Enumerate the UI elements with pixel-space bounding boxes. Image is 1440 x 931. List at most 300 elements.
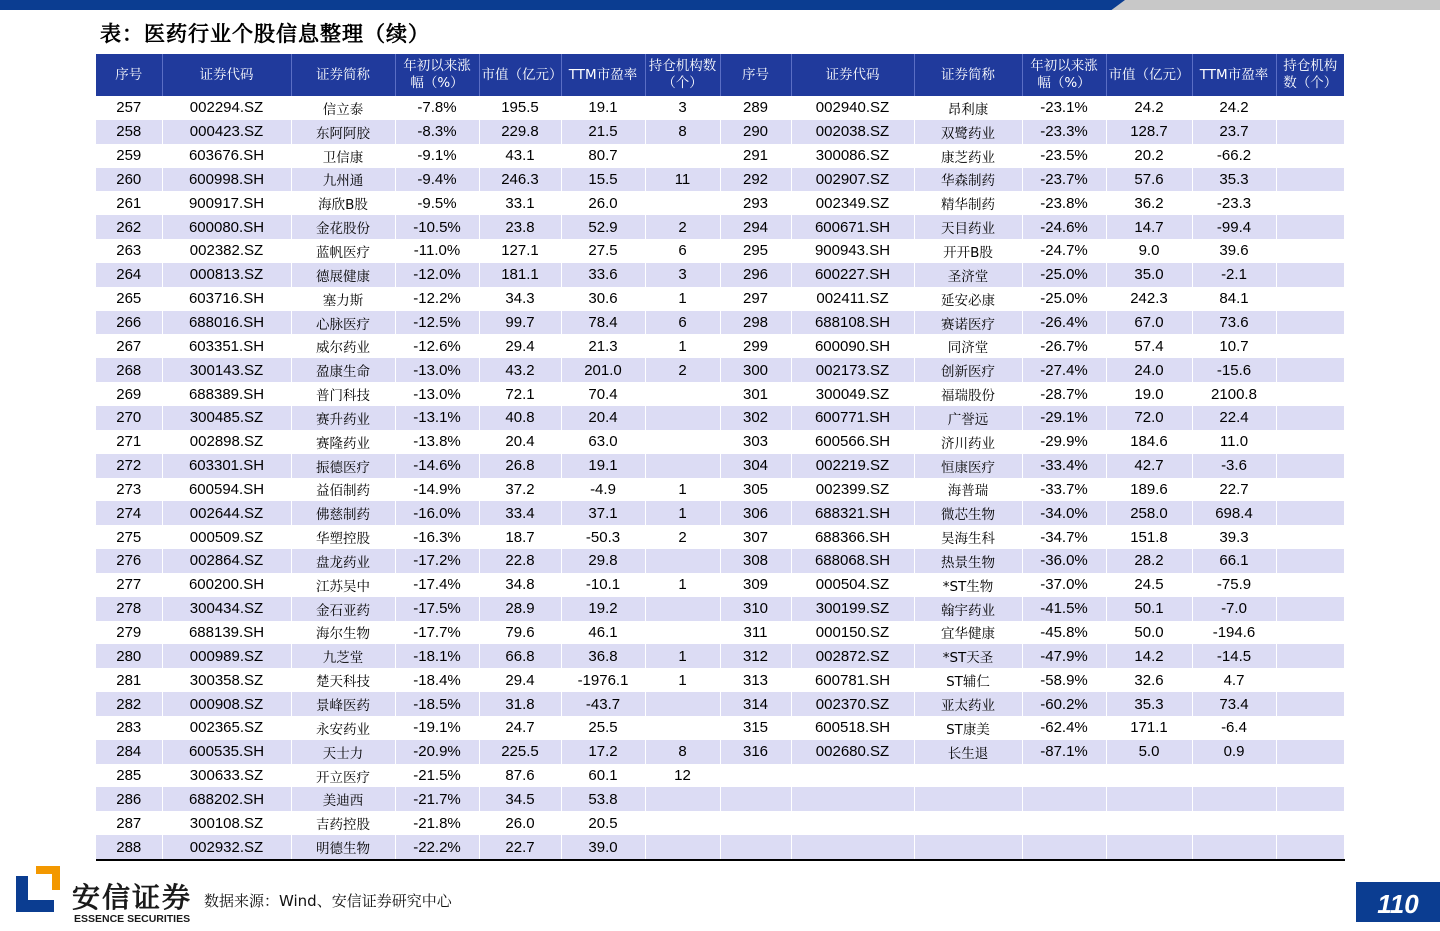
table-cell: 海欣B股	[291, 191, 395, 215]
table-cell: 80.7	[561, 144, 645, 168]
table-cell: 698.4	[1192, 501, 1276, 525]
table-cell: 24.2	[1106, 96, 1192, 120]
table-row	[96, 215, 1344, 239]
table-row	[96, 263, 1344, 287]
table-cell	[645, 692, 720, 716]
table-cell: 297	[720, 287, 791, 311]
table-row	[96, 311, 1344, 335]
table-cell	[1022, 764, 1106, 788]
table-cell: 600080.SH	[162, 215, 291, 239]
table-cell: -23.3%	[1022, 120, 1106, 144]
table-cell: -3.6	[1192, 454, 1276, 478]
table-cell: 九芝堂	[291, 644, 395, 668]
table-cell	[720, 835, 791, 860]
table-cell: 40.8	[479, 406, 561, 430]
table-cell: 19.1	[561, 454, 645, 478]
logo-chinese-name: 安信证券	[72, 881, 193, 914]
header-cell: 持仓机构数（个）	[645, 54, 720, 96]
table-cell	[645, 549, 720, 573]
table-cell	[720, 764, 791, 788]
table-cell: 35.3	[1192, 168, 1276, 192]
table-cell: 12	[645, 764, 720, 788]
table-cell: 282	[96, 692, 162, 716]
header-cell: 序号	[720, 54, 791, 96]
table-cell: 000813.SZ	[162, 263, 291, 287]
table-cell: 002680.SZ	[791, 740, 914, 764]
table-cell: -25.0%	[1022, 263, 1106, 287]
table-cell: *ST天圣	[914, 644, 1022, 668]
table-cell: 20.5	[561, 811, 645, 835]
table-cell: 24.2	[1192, 96, 1276, 120]
table-cell: 翰宇药业	[914, 597, 1022, 621]
table-cell: 298	[720, 311, 791, 335]
logo-english-name: ESSENCE SECURITIES	[74, 913, 191, 925]
table-cell: 21.5	[561, 120, 645, 144]
table-cell: 73.6	[1192, 311, 1276, 335]
table-cell: 17.2	[561, 740, 645, 764]
table-cell: 美迪西	[291, 787, 395, 811]
table-cell: 22.7	[479, 835, 561, 860]
table-cell: 265	[96, 287, 162, 311]
table-cell: 6	[645, 311, 720, 335]
table-cell: 127.1	[479, 239, 561, 263]
table-cell: 295	[720, 239, 791, 263]
header-cell: 证券代码	[162, 54, 291, 96]
table-cell	[1022, 787, 1106, 811]
table-cell: 53.8	[561, 787, 645, 811]
table-cell: 22.7	[1192, 478, 1276, 502]
table-cell: 002219.SZ	[791, 454, 914, 478]
page-number: 110	[1356, 882, 1440, 922]
table-cell: 300199.SZ	[791, 597, 914, 621]
table-cell: 300086.SZ	[791, 144, 914, 168]
header-cell: 证券代码	[791, 54, 914, 96]
table-cell: -14.5	[1192, 644, 1276, 668]
table-cell: -9.4%	[395, 168, 479, 192]
table-cell: 284	[96, 740, 162, 764]
table-cell: 26.0	[561, 191, 645, 215]
table-cell: -17.7%	[395, 621, 479, 645]
table-cell: 285	[96, 764, 162, 788]
table-cell: 600998.SH	[162, 168, 291, 192]
table-cell: 313	[720, 668, 791, 692]
table-cell: 30.6	[561, 287, 645, 311]
table-cell: 海普瑞	[914, 478, 1022, 502]
table-cell: 258.0	[1106, 501, 1192, 525]
table-cell: 永安药业	[291, 716, 395, 740]
table-cell: 19.2	[561, 597, 645, 621]
table-cell: 002349.SZ	[791, 191, 914, 215]
table-row	[96, 621, 1344, 645]
table-cell: -1976.1	[561, 668, 645, 692]
table-cell: 23.7	[1192, 120, 1276, 144]
table-cell: 304	[720, 454, 791, 478]
table-row	[96, 96, 1344, 120]
table-cell	[1106, 811, 1192, 835]
table-cell: 1	[645, 644, 720, 668]
table-cell: 310	[720, 597, 791, 621]
table-cell: 25.5	[561, 716, 645, 740]
header-cell: TTM市盈率	[561, 54, 645, 96]
table-cell: 600200.SH	[162, 573, 291, 597]
table-cell: 600771.SH	[791, 406, 914, 430]
table-row	[96, 287, 1344, 311]
table-cell: 24.7	[479, 716, 561, 740]
table-cell: 1	[645, 668, 720, 692]
table-cell: 39.3	[1192, 525, 1276, 549]
company-logo	[14, 866, 214, 926]
table-cell: -18.5%	[395, 692, 479, 716]
table-cell	[645, 787, 720, 811]
table-cell: 002173.SZ	[791, 358, 914, 382]
table-row	[96, 740, 1344, 764]
table-cell: 江苏吴中	[291, 573, 395, 597]
table-cell: -99.4	[1192, 215, 1276, 239]
table-cell: 280	[96, 644, 162, 668]
table-row	[96, 716, 1344, 740]
table-cell	[914, 811, 1022, 835]
table-cell: -50.3	[561, 525, 645, 549]
table-cell: 72.1	[479, 382, 561, 406]
table-cell: 300	[720, 358, 791, 382]
table-cell: 286	[96, 787, 162, 811]
table-cell	[1276, 597, 1344, 621]
table-cell: 281	[96, 668, 162, 692]
table-cell: 306	[720, 501, 791, 525]
table-cell: 300485.SZ	[162, 406, 291, 430]
table-cell: 22.8	[479, 549, 561, 573]
table-cell: 天目药业	[914, 215, 1022, 239]
table-cell: 246.3	[479, 168, 561, 192]
table-cell: 99.7	[479, 311, 561, 335]
table-cell: 600781.SH	[791, 668, 914, 692]
table-cell	[1276, 430, 1344, 454]
table-cell: 35.0	[1106, 263, 1192, 287]
table-cell	[645, 454, 720, 478]
table-cell: 000504.SZ	[791, 573, 914, 597]
table-cell: 康芝药业	[914, 144, 1022, 168]
table-cell	[1276, 96, 1344, 120]
table-cell: 广誉远	[914, 406, 1022, 430]
table-cell: -20.9%	[395, 740, 479, 764]
table-cell: 600594.SH	[162, 478, 291, 502]
table-cell: 307	[720, 525, 791, 549]
table-cell: 688389.SH	[162, 382, 291, 406]
table-cell: 264	[96, 263, 162, 287]
table-cell: -58.9%	[1022, 668, 1106, 692]
table-cell	[1276, 406, 1344, 430]
table-cell: 赛隆药业	[291, 430, 395, 454]
table-cell	[645, 382, 720, 406]
table-cell: 688321.SH	[791, 501, 914, 525]
table-cell: 303	[720, 430, 791, 454]
table-cell: -23.1%	[1022, 96, 1106, 120]
table-cell: 37.2	[479, 478, 561, 502]
table-cell: 002365.SZ	[162, 716, 291, 740]
table-cell: 塞力斯	[291, 287, 395, 311]
table-cell	[1106, 764, 1192, 788]
table-cell: 73.4	[1192, 692, 1276, 716]
table-row	[96, 835, 1344, 860]
table-cell: 002382.SZ	[162, 239, 291, 263]
table-cell: 267	[96, 334, 162, 358]
table-cell: -19.1%	[395, 716, 479, 740]
table-cell: -28.7%	[1022, 382, 1106, 406]
table-cell: 9.0	[1106, 239, 1192, 263]
table-header-row	[96, 54, 1344, 96]
table-cell: 688068.SH	[791, 549, 914, 573]
table-cell: -12.5%	[395, 311, 479, 335]
table-cell: -17.4%	[395, 573, 479, 597]
table-cell: 32.6	[1106, 668, 1192, 692]
table-cell: -26.7%	[1022, 334, 1106, 358]
table-cell: 振德医疗	[291, 454, 395, 478]
table-cell: 52.9	[561, 215, 645, 239]
table-cell: 卫信康	[291, 144, 395, 168]
table-cell: 271	[96, 430, 162, 454]
table-cell: 72.0	[1106, 406, 1192, 430]
table-cell: 002370.SZ	[791, 692, 914, 716]
table-cell: 2	[645, 215, 720, 239]
table-cell: 002294.SZ	[162, 96, 291, 120]
table-cell: 300049.SZ	[791, 382, 914, 406]
table-cell: 50.1	[1106, 597, 1192, 621]
table-cell: 603716.SH	[162, 287, 291, 311]
table-cell: 288	[96, 835, 162, 860]
table-cell: 000423.SZ	[162, 120, 291, 144]
table-cell: 302	[720, 406, 791, 430]
header-cell: 证券简称	[291, 54, 395, 96]
table-cell: 261	[96, 191, 162, 215]
essence-logo-icon	[14, 866, 62, 914]
data-source-note: 数据来源：Wind、安信证券研究中心	[204, 892, 452, 910]
table-cell: -13.1%	[395, 406, 479, 430]
table-row	[96, 120, 1344, 144]
table-cell	[914, 835, 1022, 860]
table-cell	[1276, 120, 1344, 144]
table-cell: 金花股份	[291, 215, 395, 239]
table-cell: 900943.SH	[791, 239, 914, 263]
table-cell: 3	[645, 96, 720, 120]
table-cell: 84.1	[1192, 287, 1276, 311]
table-cell	[1276, 478, 1344, 502]
table-row	[96, 692, 1344, 716]
table-cell: 287	[96, 811, 162, 835]
table-cell	[1276, 787, 1344, 811]
table-row	[96, 144, 1344, 168]
table-cell: -12.2%	[395, 287, 479, 311]
header-cell: 市值（亿元）	[1106, 54, 1192, 96]
table-cell	[645, 406, 720, 430]
table-cell: -16.3%	[395, 525, 479, 549]
table-cell: 华塑控股	[291, 525, 395, 549]
table-cell: -34.7%	[1022, 525, 1106, 549]
table-cell: 盘龙药业	[291, 549, 395, 573]
table-cell: 258	[96, 120, 162, 144]
table-cell	[1276, 764, 1344, 788]
table-cell: 九州通	[291, 168, 395, 192]
table-cell: 275	[96, 525, 162, 549]
table-cell: 济川药业	[914, 430, 1022, 454]
table-cell	[1276, 501, 1344, 525]
table-cell: 1	[645, 334, 720, 358]
table-cell: 36.2	[1106, 191, 1192, 215]
table-cell: 283	[96, 716, 162, 740]
top-banner	[0, 0, 1440, 10]
table-cell: 8	[645, 740, 720, 764]
table-cell: 603351.SH	[162, 334, 291, 358]
table-cell: -26.4%	[1022, 311, 1106, 335]
table-cell: -18.1%	[395, 644, 479, 668]
table-cell: 11	[645, 168, 720, 192]
table-cell: 热景生物	[914, 549, 1022, 573]
table-cell: 2	[645, 358, 720, 382]
table-cell: 002399.SZ	[791, 478, 914, 502]
table-cell: 311	[720, 621, 791, 645]
table-cell: ST辅仁	[914, 668, 1022, 692]
table-cell	[1106, 787, 1192, 811]
table-cell: 1	[645, 478, 720, 502]
table-cell	[1106, 835, 1192, 860]
table-cell: 002872.SZ	[791, 644, 914, 668]
table-cell: 229.8	[479, 120, 561, 144]
table-cell: -87.1%	[1022, 740, 1106, 764]
table-cell: 314	[720, 692, 791, 716]
table-cell: 128.7	[1106, 120, 1192, 144]
table-cell: -47.9%	[1022, 644, 1106, 668]
table-cell: 181.1	[479, 263, 561, 287]
table-cell: 257	[96, 96, 162, 120]
table-cell: 34.8	[479, 573, 561, 597]
table-cell: 688139.SH	[162, 621, 291, 645]
table-cell: 279	[96, 621, 162, 645]
table-cell: -13.8%	[395, 430, 479, 454]
table-cell: 东阿阿胶	[291, 120, 395, 144]
table-cell: 300143.SZ	[162, 358, 291, 382]
table-cell: 6	[645, 239, 720, 263]
table-cell: -9.1%	[395, 144, 479, 168]
table-cell	[1276, 191, 1344, 215]
table-cell: 002940.SZ	[791, 96, 914, 120]
table-cell: -23.5%	[1022, 144, 1106, 168]
table-cell	[1276, 144, 1344, 168]
table-cell: 268	[96, 358, 162, 382]
table-cell: -36.0%	[1022, 549, 1106, 573]
header-cell: 年初以来涨幅（%）	[395, 54, 479, 96]
table-cell	[1276, 263, 1344, 287]
table-cell: 0.9	[1192, 740, 1276, 764]
table-cell: 002907.SZ	[791, 168, 914, 192]
table-cell: 260	[96, 168, 162, 192]
table-cell: 293	[720, 191, 791, 215]
table-cell: -62.4%	[1022, 716, 1106, 740]
table-cell	[914, 764, 1022, 788]
table-row	[96, 191, 1344, 215]
table-cell	[1276, 215, 1344, 239]
table-cell: -60.2%	[1022, 692, 1106, 716]
table-cell: -13.0%	[395, 358, 479, 382]
table-cell	[1276, 168, 1344, 192]
table-cell: 29.4	[479, 334, 561, 358]
table-cell: 佛慈制药	[291, 501, 395, 525]
table-cell: -21.7%	[395, 787, 479, 811]
table-cell	[1276, 239, 1344, 263]
table-cell: 楚天科技	[291, 668, 395, 692]
table-cell: 78.4	[561, 311, 645, 335]
table-cell	[1276, 549, 1344, 573]
table-cell: 43.2	[479, 358, 561, 382]
table-cell: 昂利康	[914, 96, 1022, 120]
table-cell: -66.2	[1192, 144, 1276, 168]
table-cell	[1276, 811, 1344, 835]
table-cell: 26.8	[479, 454, 561, 478]
table-cell: 37.1	[561, 501, 645, 525]
table-cell: 171.1	[1106, 716, 1192, 740]
table-cell: 600227.SH	[791, 263, 914, 287]
page-title: 表：医药行业个股信息整理（续）	[100, 21, 430, 46]
table-cell: 31.8	[479, 692, 561, 716]
table-cell: 291	[720, 144, 791, 168]
table-cell: 29.4	[479, 668, 561, 692]
table-cell: 600671.SH	[791, 215, 914, 239]
table-cell: 心脉医疗	[291, 311, 395, 335]
table-cell	[645, 621, 720, 645]
table-row	[96, 549, 1344, 573]
table-cell: 34.5	[479, 787, 561, 811]
table-cell: 242.3	[1106, 287, 1192, 311]
table-cell: 23.8	[479, 215, 561, 239]
table-cell	[1276, 668, 1344, 692]
table-cell: -10.5%	[395, 215, 479, 239]
table-cell: 66.8	[479, 644, 561, 668]
table-cell: -12.0%	[395, 263, 479, 287]
table-cell: 24.0	[1106, 358, 1192, 382]
table-cell: 2100.8	[1192, 382, 1276, 406]
table-cell: 151.8	[1106, 525, 1192, 549]
table-cell: 天士力	[291, 740, 395, 764]
table-cell: 688366.SH	[791, 525, 914, 549]
table-cell: 316	[720, 740, 791, 764]
table-cell	[645, 430, 720, 454]
table-cell: -21.8%	[395, 811, 479, 835]
table-cell: 305	[720, 478, 791, 502]
header-cell: TTM市盈率	[1192, 54, 1276, 96]
table-row	[96, 525, 1344, 549]
table-cell: -14.6%	[395, 454, 479, 478]
table-cell: 德展健康	[291, 263, 395, 287]
table-cell: -15.6	[1192, 358, 1276, 382]
table-cell: 002411.SZ	[791, 287, 914, 311]
table-cell	[1022, 835, 1106, 860]
table-cell: 600518.SH	[791, 716, 914, 740]
table-cell: 600535.SH	[162, 740, 291, 764]
table-cell: 延安必康	[914, 287, 1022, 311]
table-cell: 67.0	[1106, 311, 1192, 335]
table-cell: -75.9	[1192, 573, 1276, 597]
table-cell: -33.4%	[1022, 454, 1106, 478]
table-cell: -45.8%	[1022, 621, 1106, 645]
table-row	[96, 478, 1344, 502]
table-cell: 21.3	[561, 334, 645, 358]
table-cell: 301	[720, 382, 791, 406]
table-cell: 277	[96, 573, 162, 597]
table-cell: 000908.SZ	[162, 692, 291, 716]
table-cell: 恒康医疗	[914, 454, 1022, 478]
table-cell	[1276, 692, 1344, 716]
table-cell: 18.7	[479, 525, 561, 549]
table-cell: 184.6	[1106, 430, 1192, 454]
table-cell: 14.2	[1106, 644, 1192, 668]
